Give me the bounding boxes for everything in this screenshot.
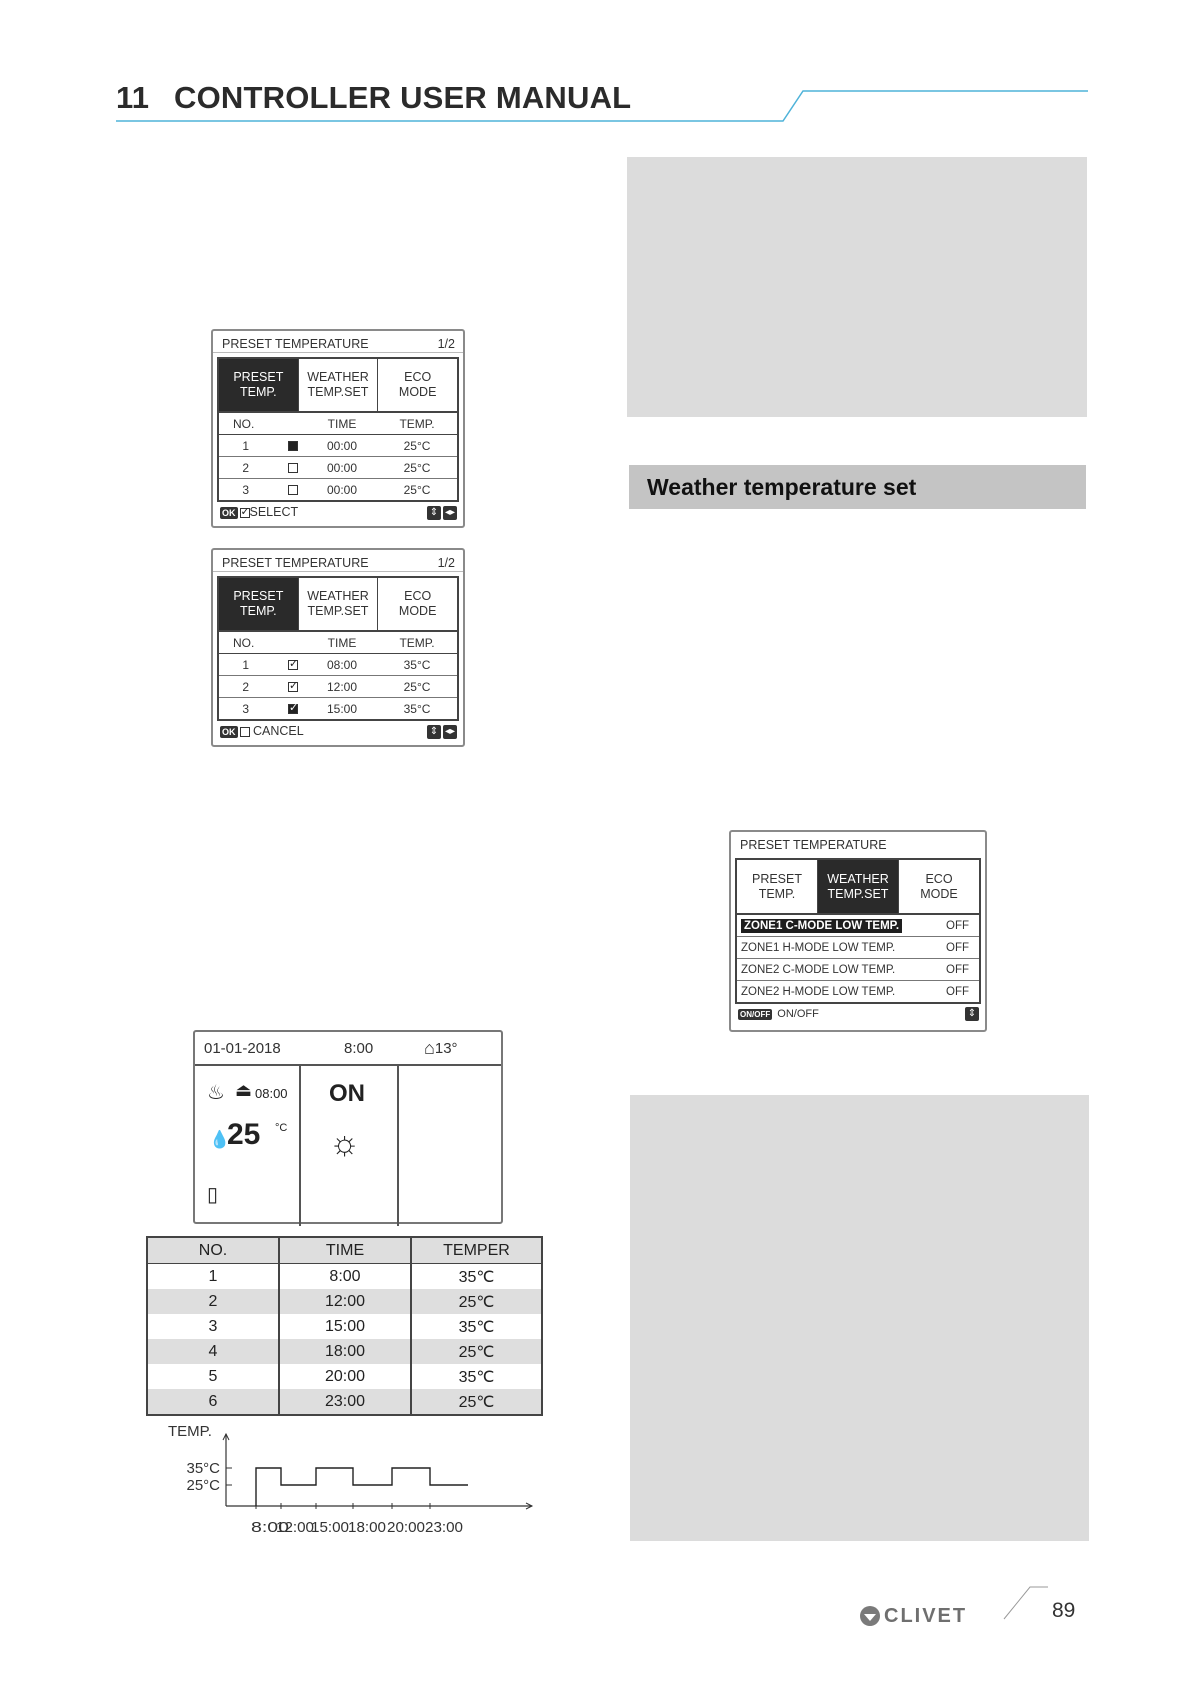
col-header: TIME [279, 1237, 411, 1264]
up-down-arrows-icon[interactable]: ⇕ [427, 725, 441, 739]
checkbox-icon[interactable] [288, 485, 298, 495]
onoff-label: ON/OFF [777, 1008, 819, 1020]
checkbox-icon[interactable] [288, 463, 298, 473]
table-row[interactable]: 1 00:00 25°C [219, 435, 457, 457]
screen-title: PRESET TEMPERATURE [222, 337, 369, 351]
x-tick-label: 12:00 [276, 1519, 314, 1536]
checkbox-icon [240, 727, 250, 737]
table-row: 6 23:00 25℃ [147, 1389, 542, 1415]
tab-preset-temp[interactable]: PRESET TEMP. [219, 578, 298, 630]
tab-eco-mode[interactable]: ECO MODE [377, 359, 457, 411]
table-row: 2 12:00 25℃ [147, 1289, 542, 1314]
tab-weather-temp-set[interactable]: WEATHER TEMP.SET [817, 860, 898, 913]
checkbox-icon[interactable] [288, 660, 298, 670]
list-item[interactable]: ZONE1 C-MODE LOW TEMP. OFF [737, 915, 979, 937]
table-row[interactable]: 3 00:00 25°C [242, 482, 431, 497]
check-icon [240, 508, 250, 518]
page-indicator: 1/2 [437, 337, 455, 351]
select-label: SELECT [249, 505, 299, 519]
up-down-arrows-icon[interactable]: ⇕ [427, 506, 441, 520]
zone2-panel[interactable] [301, 1066, 399, 1226]
ok-icon[interactable]: OK [222, 507, 236, 518]
y-tick-label: 35°C [186, 1460, 220, 1477]
clock-display: 8:00 [344, 1039, 374, 1057]
header-rule [0, 0, 1191, 140]
timer-icon: ⏏ [235, 1080, 253, 1100]
table-row: 5 20:00 35℃ [147, 1364, 542, 1389]
onoff-icon[interactable]: ON/OFF [740, 1009, 771, 1019]
outdoor-temp: 13° [434, 1039, 458, 1057]
brand-name: CLIVET [884, 1604, 968, 1627]
chapter-title: CONTROLLER USER MANUAL [174, 80, 632, 115]
water-drop-icon: 💧 [209, 1130, 231, 1149]
weather-temp-set-screen [729, 830, 987, 1032]
tank-icon: ▯ [207, 1184, 219, 1206]
x-tick-label: 8:00 [251, 1519, 289, 1536]
unit-label: °C [275, 1122, 288, 1134]
date-display: 01-01-2018 [204, 1039, 281, 1057]
brand-logo [858, 1604, 967, 1628]
x-tick-label: 23:00 [425, 1519, 463, 1536]
table-row: 1 8:00 35℃ [147, 1264, 542, 1290]
table-header: NO. TIME TEMP. [219, 413, 457, 435]
home-screen [193, 1030, 503, 1224]
page-indicator: 1/2 [437, 556, 455, 570]
cancel-label: CANCEL [252, 724, 304, 738]
checkbox-icon[interactable] [288, 441, 298, 451]
series-line [256, 1468, 468, 1506]
schedule-table [146, 1236, 543, 1416]
preset-temperature-screen-select [211, 329, 465, 528]
section-title: Weather temperature set [629, 465, 1086, 509]
table-row[interactable]: 2 ✓ 12:00 25°C [219, 676, 457, 698]
table-row: 3 15:00 35℃ [147, 1314, 542, 1339]
tab-preset-temp[interactable]: PRESET TEMP. [219, 359, 298, 411]
table-row[interactable]: 1 ✓ 08:00 35°C [219, 654, 457, 676]
page-number: 89 [1052, 1599, 1076, 1622]
screen-title: PRESET TEMPERATURE [740, 838, 887, 852]
x-tick-label: 18:00 [348, 1519, 386, 1536]
tab-eco-mode[interactable]: ECO MODE [898, 860, 979, 913]
temperature-schedule-chart [160, 1420, 550, 1540]
setpoint-value: 25 [227, 1118, 261, 1151]
timer-time: 08:00 [255, 1086, 288, 1101]
zone1-panel[interactable] [195, 1066, 301, 1226]
col-header: TEMPER [411, 1237, 542, 1264]
logo-icon [858, 1604, 882, 1628]
table-row[interactable]: 2 00:00 25°C [219, 457, 457, 479]
tab-eco-mode[interactable]: ECO MODE [377, 578, 457, 630]
left-right-arrows-icon[interactable]: ◂▸ [444, 726, 456, 737]
x-tick-label: 15:00 [311, 1519, 349, 1536]
chapter-number: 11 [116, 80, 150, 115]
table-row[interactable]: 3 ✓ 15:00 35°C [219, 698, 457, 719]
table-header: NO. TIME TEMP. [219, 632, 457, 654]
tab-weather-temp-set[interactable]: WEATHER TEMP.SET [298, 359, 378, 411]
empty-panel [399, 1066, 501, 1226]
list-item[interactable]: ZONE2 C-MODE LOW TEMP. OFF [737, 959, 979, 981]
tab-weather-temp-set[interactable]: WEATHER TEMP.SET [298, 578, 378, 630]
col-header: NO. [147, 1237, 279, 1264]
status-on: ON [329, 1080, 365, 1107]
checkbox-icon[interactable] [288, 682, 298, 692]
heating-icon: ♨ [207, 1082, 225, 1104]
ok-icon[interactable]: OK [222, 726, 236, 737]
up-down-arrows-icon[interactable]: ⇕ [965, 1007, 979, 1021]
x-tick-label: 20:00 [387, 1519, 425, 1536]
preset-temperature-screen-cancel [211, 548, 465, 747]
table-row: 4 18:00 25℃ [147, 1339, 542, 1364]
checkbox-icon[interactable] [288, 704, 298, 714]
footer-slash [1000, 1583, 1050, 1623]
house-icon: ⌂ [424, 1037, 435, 1058]
list-item[interactable]: ZONE2 H-MODE LOW TEMP. OFF [741, 985, 969, 998]
list-item[interactable]: ZONE1 H-MODE LOW TEMP. OFF [737, 937, 979, 959]
image-placeholder-top [627, 157, 1087, 417]
sun-icon: ☼ [329, 1124, 361, 1162]
screen-title: PRESET TEMPERATURE [222, 556, 369, 570]
image-placeholder-bottom [630, 1095, 1089, 1541]
y-tick-label: 25°C [186, 1477, 220, 1494]
tab-preset-temp[interactable]: PRESET TEMP. [751, 871, 802, 901]
y-axis-label: TEMP. [168, 1423, 212, 1440]
left-right-arrows-icon[interactable]: ◂▸ [444, 507, 456, 518]
